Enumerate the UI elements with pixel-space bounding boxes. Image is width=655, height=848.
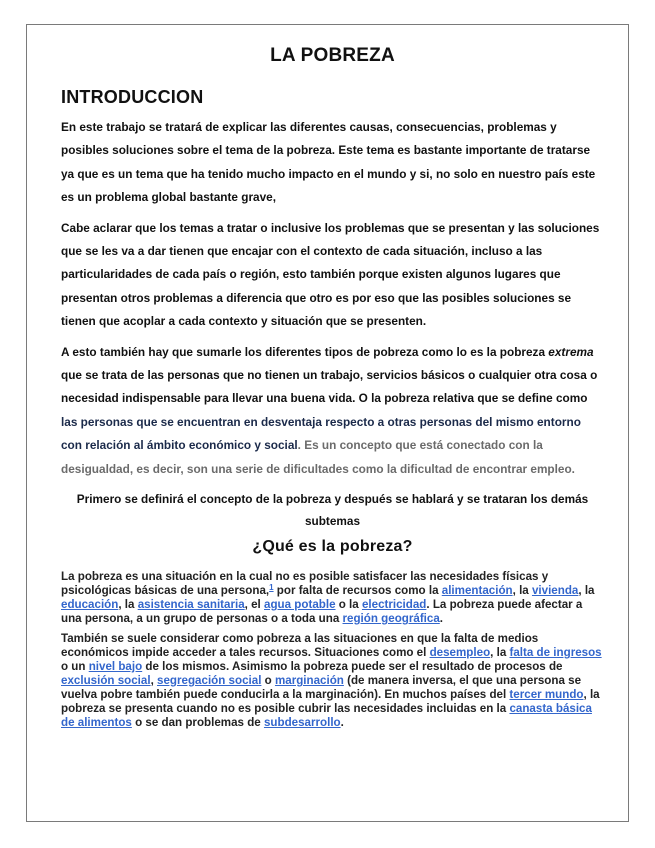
document-content [61, 45, 604, 736]
intro-p3-text-e: . Es un concepto que está conectado con la desigualdad, es decir, son una serie de dificultades como la dificultad de encontrar empleo. [61, 438, 575, 476]
link-subdesarrollo[interactable]: subdesarrollo [263, 716, 341, 730]
link-falta-de-ingresos[interactable]: falta de ingresos [509, 646, 602, 660]
link-marginacion[interactable]: marginación [274, 674, 344, 688]
link-vivienda[interactable]: vivienda [531, 584, 579, 598]
link-desempleo[interactable]: desempleo [429, 646, 491, 660]
p1-text: La pobreza es una situación en la cual no es posible satisfacer las necesidades físicas y psicológicas básicas de una persona, [61, 570, 549, 598]
link-segregacion-social[interactable]: segregación social [157, 674, 262, 688]
link-tercer-mundo[interactable]: tercer mundo [509, 688, 584, 702]
document-title: LA POBREZA [270, 45, 395, 66]
p2-text: o un [61, 660, 89, 674]
p2-text: También se suele considerar como pobreza a las situaciones en que la falta de medios económicos impide acceder a tales recursos. Situaciones como el [61, 632, 539, 660]
link-agua-potable[interactable]: agua potable [264, 598, 336, 612]
p1-text: , el [244, 598, 265, 612]
definition-paragraph-1 [61, 570, 604, 626]
p2-text: , [150, 674, 158, 688]
document-page [26, 24, 629, 822]
link-electricidad[interactable]: electricidad [361, 598, 427, 612]
p2-text: , la [490, 646, 510, 660]
link-region-geografica[interactable]: región geográfica [342, 612, 440, 626]
link-nivel-bajo[interactable]: nivel bajo [88, 660, 143, 674]
p2-text: , la pobreza se presenta cuando no es posible cubrir las necesidades incluidas en la [61, 688, 600, 716]
p2-text: de los mismos. Asimismo la pobreza puede ser el resultado de procesos de [142, 660, 563, 674]
link-educacion[interactable]: educación [61, 598, 119, 612]
intro-paragraph-2: Cabe aclarar que los temas a tratar o inclusive los problemas que se presentan y las soluciones que se les va a dar tienen que encajar con el contexto de cada situación, incluso a las particularidades de cada país o región, esto también porque existen algunos lugares que presentan otros problemas a diferencia que otro es por eso que las posibles soluciones se tienen que acoplar a cada contexto y situación que se presenten. [61, 220, 600, 329]
intro-p3-text-c: que se trata de las personas que no tienen un trabajo, servicios básicos o cualquier otra cosa o necesidad indispensable para llevar una buena vida. O la pobreza relativa que se define como [61, 368, 598, 406]
intro-p3-emphasis: extrema [548, 344, 594, 359]
intro-p3-text-a: A esto también hay que sumarle los diferentes tipos de pobreza como lo es la pobreza [61, 344, 549, 359]
p2-text: (de manera inversa, el que una persona se vuelva pobre también puede conducirla a la marginación). En muchos países del [61, 674, 582, 702]
p1-text: , la [118, 598, 138, 612]
p2-text: o se dan problemas de [131, 716, 264, 730]
reference-link[interactable]: 1 [269, 583, 274, 593]
intro-paragraph-1: En este trabajo se tratará de explicar las diferentes causas, consecuencias, problemas y posibles soluciones sobre el tema de la pobreza. Este tema es bastante importante de tratarse ya que es un tema que ha tenido mucho impacto en el mundo y si, no solo en nuestro país este es un problema global bastante grave, [61, 120, 596, 205]
link-asistencia-sanitaria[interactable]: asistencia sanitaria [137, 598, 245, 612]
p1-text: o la [335, 598, 362, 612]
p1-text: . La pobreza puede afectar a una persona, a un grupo de personas o a toda una [61, 598, 583, 626]
link-alimentacion[interactable]: alimentación [441, 584, 513, 598]
p2-text: . [340, 716, 344, 730]
intro-heading: INTRODUCCION [61, 87, 204, 107]
intro-p3-definition: las personas que se encuentran en desventaja respecto a otras personas del mismo entorno con relación al ámbito económico y social [61, 414, 581, 453]
link-exclusion-social[interactable]: exclusión social [61, 674, 151, 688]
p1-text: por falta de recursos como la [273, 584, 442, 598]
intro-paragraph-4: Primero se definirá el concepto de la pobreza y después se hablará y se trataran los demás subtemas [76, 492, 589, 529]
definition-paragraph-2 [61, 632, 604, 730]
link-canasta-basica[interactable]: canasta básica de alimentos [61, 702, 592, 730]
intro-paragraph-3 [61, 341, 604, 481]
p1-text: . [439, 612, 444, 626]
what-is-poverty-heading: ¿Qué es la pobreza? [252, 538, 413, 556]
p1-text: , la [578, 584, 595, 598]
p2-text: o [261, 674, 275, 688]
p1-text: , la [512, 584, 532, 598]
